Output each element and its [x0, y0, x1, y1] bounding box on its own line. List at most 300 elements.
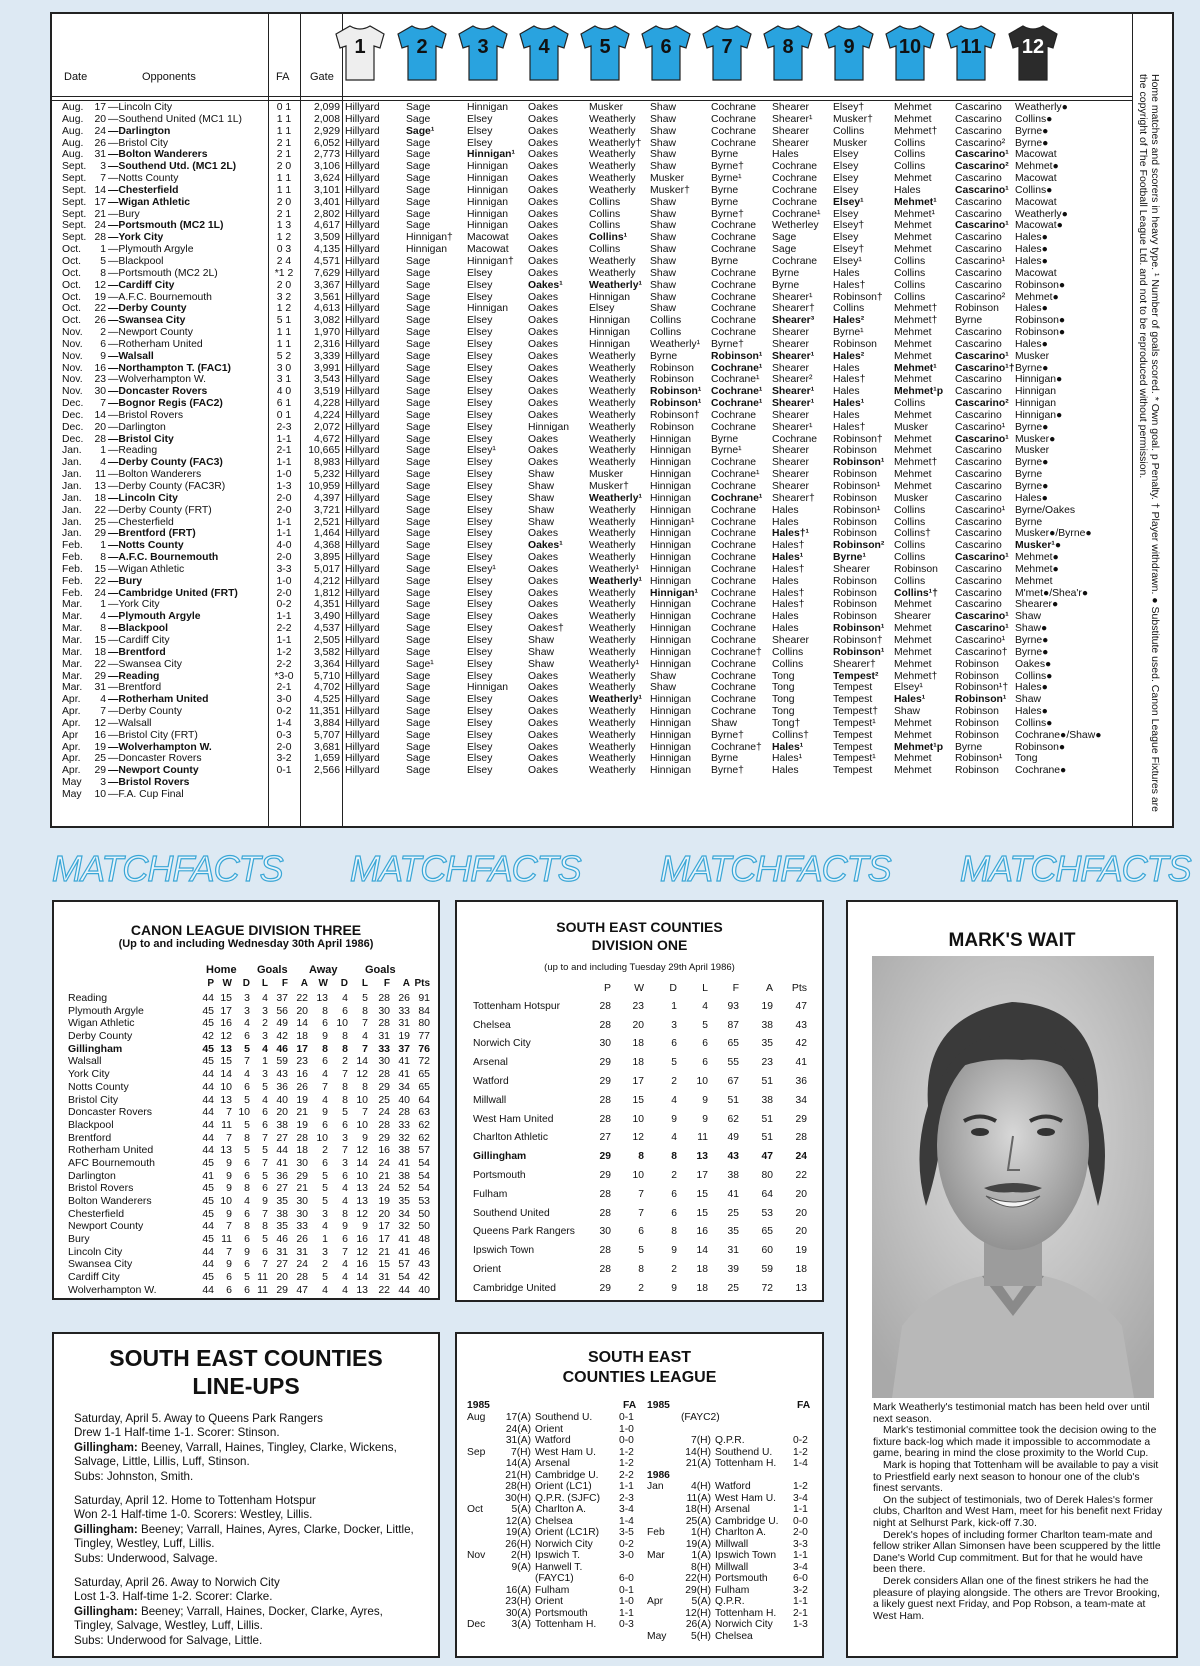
- row-player: Sage: [406, 540, 431, 552]
- row-month: Oct.: [62, 315, 82, 327]
- row-player: Elsey: [467, 279, 493, 291]
- row-opponent: —Wigan Athletic: [108, 196, 191, 208]
- row-player: Robinson: [833, 611, 877, 623]
- stat: 4: [342, 1182, 348, 1195]
- row-player: Elsey: [467, 670, 493, 682]
- shirt-11-icon: [945, 22, 997, 82]
- row-player: Elsey: [467, 552, 493, 564]
- stat: 7: [262, 1207, 268, 1220]
- stat: 28: [378, 992, 390, 1004]
- row-player: Sage: [406, 421, 431, 433]
- group-goals: Goals: [365, 964, 396, 976]
- row-player: Tempest: [833, 694, 873, 706]
- fixture-date: 5(H): [690, 1630, 711, 1642]
- row-day: 16: [94, 362, 106, 374]
- stat: 7: [638, 1207, 644, 1219]
- row-player: Cochrane: [711, 315, 757, 327]
- result-row: [52, 422, 1132, 434]
- division-three-table: [52, 900, 440, 1300]
- stat: 7: [262, 1258, 268, 1271]
- row-player: Oakes: [528, 125, 559, 137]
- row-player: Mehmet¹: [894, 362, 937, 374]
- stat: 8: [244, 1220, 250, 1233]
- row-player: Byrne†: [711, 208, 744, 220]
- row-fa: 3 2: [276, 291, 292, 303]
- row-player: Shearer¹: [772, 113, 813, 125]
- row-day: 1: [100, 445, 106, 457]
- row-player: Weatherly●: [1015, 208, 1068, 220]
- row-player: Sage: [406, 611, 431, 623]
- row-player: Elsey: [467, 409, 493, 421]
- row-player: Sage: [406, 433, 431, 445]
- stat: 6: [322, 1017, 328, 1030]
- row-player: Hales●: [1015, 232, 1048, 244]
- fixture-date: 28(H): [505, 1481, 531, 1492]
- row-player: Shearer¹: [772, 350, 815, 362]
- row-player: Hillyard: [345, 113, 380, 125]
- result-row: [52, 635, 1132, 647]
- row-player: Tempest: [833, 729, 873, 741]
- row-month: Mar.: [62, 611, 83, 623]
- row-day: 17: [94, 196, 106, 208]
- article-paragraph: Derek considers Allan one of the finest strikers he had the pleasure of playing alongside. The others are Trevor Brooking, a likely guest next Friday, and Pop Robson, a team-mate at West Ham.: [873, 1575, 1160, 1622]
- table-row: [54, 1195, 438, 1208]
- row-player: Sage: [406, 303, 431, 315]
- stat: 62: [727, 1113, 739, 1125]
- row-month: Jan.: [62, 516, 82, 528]
- fixture-date: 18(H): [685, 1504, 711, 1515]
- stat: 50: [418, 1207, 430, 1220]
- row-player: Shearer: [772, 362, 809, 374]
- row-player: Hales†: [772, 599, 805, 611]
- row-month: Oct.: [62, 279, 82, 291]
- row-player: Weatherly: [589, 398, 636, 410]
- row-player: Mehmet: [894, 469, 932, 481]
- stat: 7: [226, 1106, 232, 1119]
- fixture-row: [467, 1447, 645, 1459]
- team-name: Cambridge United: [473, 1282, 556, 1294]
- shirt-9-icon: [823, 22, 875, 82]
- stat: 6: [638, 1226, 644, 1238]
- team-name: Newport County: [68, 1220, 144, 1233]
- row-player: Cochrane: [711, 279, 757, 291]
- row-player: Hinnigan: [650, 469, 692, 481]
- row-day: 31: [94, 149, 106, 161]
- row-player: Cascarino: [955, 327, 1002, 339]
- row-player: Hillyard: [345, 457, 380, 469]
- row-day: 3: [100, 161, 106, 173]
- fixture-score: 3-4: [793, 1561, 808, 1573]
- row-player: Elsey: [467, 634, 493, 646]
- article-paragraph: Mark Weatherly's testimonial match has been held over until next season.: [873, 1402, 1150, 1425]
- stat: 26: [296, 1233, 308, 1246]
- stat: 32: [398, 1131, 410, 1144]
- row-player: Oakes: [528, 208, 559, 220]
- row-day: 26: [94, 315, 106, 327]
- stat: 40: [398, 1093, 410, 1106]
- result-row: [52, 256, 1132, 268]
- row-player: Elsey: [467, 765, 493, 777]
- table-row: [54, 1271, 438, 1284]
- row-player: Elsey: [833, 161, 859, 173]
- row-player: Mehmet: [894, 232, 932, 244]
- stat: 10: [238, 1106, 250, 1119]
- fixtures-right-header: [647, 1400, 819, 1423]
- stat: 6: [671, 1207, 677, 1219]
- fixture-date: 17(A): [505, 1412, 531, 1423]
- row-player: Weatherly: [589, 552, 636, 564]
- row-day: 4: [100, 694, 106, 706]
- row-player: Mehmet†: [894, 315, 938, 327]
- row-player: Hillyard: [345, 741, 380, 753]
- row-player: Mehmet¹p: [894, 741, 944, 753]
- row-player: Hillyard: [345, 528, 380, 540]
- row-player: Robinson: [955, 729, 999, 741]
- row-player: Shearer³: [772, 315, 815, 327]
- row-player: Cascarino: [955, 528, 1002, 540]
- stat: 24: [378, 1106, 390, 1119]
- team-name: Rotherham United: [68, 1144, 154, 1157]
- fixture-date: 25(A): [685, 1515, 711, 1527]
- row-gate: 3,543: [313, 374, 340, 386]
- row-fa: 1 3: [276, 220, 292, 232]
- row-player: Cochrane: [711, 658, 757, 670]
- header-gate: Gate: [310, 71, 334, 83]
- row-opponent: —Blackpool: [108, 255, 164, 267]
- stat: 51: [761, 1132, 773, 1144]
- row-player: Hinnigan: [650, 492, 692, 504]
- team-name: Lincoln City: [68, 1245, 123, 1258]
- row-day: 16: [94, 729, 106, 741]
- stat: 42: [202, 1030, 214, 1043]
- fixture-row: [467, 1562, 645, 1574]
- row-player: Robinson¹†: [955, 682, 1009, 694]
- stat: 10: [356, 1118, 368, 1131]
- fixture-score: 2-3: [619, 1492, 634, 1504]
- cup-label: (FAYC2): [681, 1411, 720, 1423]
- row-player: Sage: [406, 694, 431, 706]
- grid-divider: [52, 96, 1132, 97]
- stat: 10: [356, 1169, 368, 1182]
- result-row: [52, 517, 1132, 529]
- stat: 41: [398, 1233, 410, 1246]
- row-player: Oakes: [528, 161, 559, 173]
- result-row: [52, 149, 1132, 161]
- stat: 23: [761, 1057, 773, 1069]
- row-gate: 5,710: [313, 670, 340, 682]
- row-player: Oakes: [528, 563, 559, 575]
- row-player: Elsey: [467, 362, 493, 374]
- row-month: Sept.: [62, 196, 87, 208]
- stat: 41: [398, 1245, 410, 1258]
- row-player: Mehmet¹p: [894, 386, 944, 398]
- stat: 6: [342, 1118, 348, 1131]
- row-day: 1: [100, 540, 106, 552]
- stat: 12: [356, 1245, 368, 1258]
- stat: 44: [202, 1106, 214, 1119]
- row-player: Shearer: [833, 563, 870, 575]
- fixture-row: [467, 1470, 645, 1482]
- fixture-opponent: Chelsea: [535, 1515, 573, 1527]
- fixture-date: 7(H): [690, 1435, 711, 1446]
- stat: 7: [362, 1106, 368, 1119]
- stat: 2: [342, 1055, 348, 1068]
- table-row: [457, 998, 822, 1017]
- stat: 43: [727, 1151, 739, 1163]
- fixture-month: Apr: [647, 1596, 664, 1607]
- row-player: Mehmet: [894, 113, 932, 125]
- stat: 6: [342, 1233, 348, 1246]
- row-player: Sage: [406, 267, 431, 279]
- stat: 59: [276, 1055, 288, 1068]
- fixture-score: 3-0: [619, 1550, 634, 1561]
- row-player: Cascarino: [955, 409, 1002, 421]
- row-player: Mehmet: [894, 374, 932, 386]
- row-player: Sage: [406, 765, 431, 777]
- row-player: Musker: [833, 137, 868, 149]
- row-player: Collins: [894, 137, 926, 149]
- table-row: [54, 1144, 438, 1157]
- stat: 4: [262, 1093, 268, 1106]
- stat: 22: [795, 1169, 807, 1181]
- stat: 6: [244, 1258, 250, 1271]
- row-fa: 1-0: [276, 575, 292, 587]
- row-gate: 5,017: [313, 563, 340, 575]
- result-row: [52, 102, 1132, 114]
- fixture-score: 3-4: [793, 1492, 808, 1504]
- column-label: D: [340, 978, 348, 989]
- row-player: Cascarino: [955, 232, 1002, 244]
- row-player: Elsey: [467, 741, 493, 753]
- stat: 5: [244, 1093, 250, 1106]
- row-month: Apr.: [62, 706, 81, 718]
- row-player: Cochrane: [711, 694, 757, 706]
- stat: 6: [702, 1038, 708, 1050]
- row-player: Macowat: [1015, 196, 1057, 208]
- stat: 51: [761, 1113, 773, 1125]
- row-player: Byrne●: [1015, 481, 1049, 492]
- row-player: Byrne: [1015, 516, 1043, 528]
- row-day: 15: [94, 634, 106, 646]
- row-player: Hinnigan: [589, 327, 631, 339]
- row-player: Shearer●: [1015, 599, 1059, 611]
- row-player: Byrne●: [1015, 125, 1049, 137]
- row-player: Hales†: [772, 563, 805, 575]
- fixture-opponent: Q.P.R.: [715, 1596, 745, 1607]
- row-player: Hales: [772, 504, 799, 516]
- row-player: Weatherly: [589, 161, 636, 173]
- stat: 23: [296, 1055, 308, 1068]
- row-player: Elsey¹: [833, 255, 862, 267]
- row-player: Oakes: [528, 611, 559, 623]
- stat: 13: [220, 1144, 232, 1157]
- row-player: Shearer: [772, 409, 809, 421]
- stat: 9: [226, 1169, 232, 1182]
- row-player: Collins●: [1015, 717, 1053, 729]
- article-paragraph: Mark's testimonial committee took the decision owing to the fixture back-log which made it impossible to accommodate a game, bearing in mind the close proximity to the World Cup.: [873, 1425, 1157, 1460]
- stat: 32: [398, 1220, 410, 1233]
- row-player: Hales●: [1015, 682, 1048, 694]
- stat: 17: [296, 1042, 308, 1055]
- fixture-opponent: Q.P.R.: [715, 1435, 745, 1446]
- stat: 34: [795, 1094, 807, 1106]
- column-label: L: [361, 978, 368, 989]
- stat: 5: [262, 1169, 268, 1182]
- fixture-row: [647, 1516, 819, 1528]
- player-photo: [872, 956, 1154, 1398]
- article-paragraph: Derek's hopes of including former Charlton team-mate and fellow striker Allan Simonsen have been scuppered by the little Dane's World Cup commitment. But for that he would have been there.: [873, 1529, 1161, 1576]
- column-header: [54, 978, 438, 992]
- row-fa: 2-0: [276, 552, 292, 564]
- row-month: Mar.: [62, 634, 83, 646]
- stat: 42: [276, 1030, 288, 1043]
- row-opponent: —Rotherham United: [108, 694, 209, 706]
- stat: 29: [296, 1169, 308, 1182]
- result-row: [52, 398, 1132, 410]
- row-player: Collins: [894, 504, 926, 516]
- stat: 4: [322, 1283, 328, 1296]
- result-row: [52, 777, 1132, 789]
- row-player: Shaw: [650, 267, 676, 279]
- fixture-score: 3-3: [793, 1538, 808, 1550]
- fixture-score: 1-1: [619, 1607, 634, 1619]
- row-player: Sage: [406, 386, 431, 398]
- row-player: Elsey: [467, 516, 493, 528]
- row-day: 29: [94, 765, 106, 777]
- row-opponent: —Chesterfield: [108, 184, 179, 196]
- fixture-date: 8(H): [690, 1561, 711, 1573]
- stat: 6: [322, 1118, 328, 1131]
- fixture-opponent: Southend U.: [715, 1446, 773, 1458]
- stat: 4: [322, 1068, 328, 1081]
- row-player: Hillyard: [345, 682, 380, 694]
- stat: 11: [257, 1271, 268, 1284]
- stat: 4: [244, 1068, 250, 1081]
- fixture-month: Nov: [467, 1550, 486, 1561]
- row-day: 7: [100, 706, 106, 718]
- row-player: Hillyard: [345, 646, 380, 658]
- fixture-opponent: Watford: [535, 1435, 571, 1446]
- fixture-opponent: Cambridge U.: [715, 1515, 779, 1527]
- stat: 65: [761, 1226, 773, 1238]
- stat: 7: [262, 1156, 268, 1169]
- row-fa: 1-4: [276, 717, 292, 729]
- stat: 20: [632, 1019, 644, 1031]
- row-player: Musker†: [650, 184, 690, 196]
- row-player: Hinnigan: [650, 706, 692, 718]
- row-player: Cochrane: [711, 528, 757, 540]
- row-player: Cochrane: [711, 327, 757, 339]
- row-player: Tempest¹: [833, 753, 876, 765]
- matchfacts-logo: MATCHFACTS: [960, 848, 1191, 889]
- row-player: Elsey: [467, 611, 493, 623]
- row-player: Cascarino¹: [955, 504, 1006, 516]
- row-opponent: —F.A. Cup Final: [108, 788, 184, 800]
- fixture-row: [467, 1596, 645, 1608]
- stat: 17: [378, 1233, 390, 1246]
- shirt-8-icon: [762, 22, 814, 82]
- row-player: Mehmet¹: [894, 208, 935, 220]
- stat: 9: [226, 1258, 232, 1271]
- stat: 38: [727, 1169, 739, 1181]
- column-label: Pts: [791, 982, 807, 994]
- row-gate: 3,367: [313, 279, 340, 291]
- fixture-date: 1(H): [690, 1527, 711, 1538]
- row-fa: 2 0: [276, 161, 292, 173]
- header-fa: FA: [276, 71, 290, 83]
- row-player: Collins: [894, 398, 926, 410]
- row-month: Apr.: [62, 765, 81, 777]
- stat: 22: [378, 1283, 390, 1296]
- row-player: Hillyard: [345, 232, 380, 244]
- row-opponent: —Southend United (MC1 1L): [108, 113, 242, 125]
- stat: 59: [761, 1263, 773, 1275]
- result-row: [52, 161, 1132, 173]
- row-player: Shaw: [711, 717, 737, 729]
- row-opponent: —Northampton T. (FAC1): [108, 362, 231, 374]
- row-player: Shaw: [650, 303, 676, 315]
- row-player: Collins: [772, 658, 804, 670]
- stat: 5: [342, 1106, 348, 1119]
- stat: 6: [244, 1169, 250, 1182]
- row-fa: 6 1: [276, 398, 292, 410]
- row-player: Shearer†: [833, 658, 876, 670]
- row-fa: 2-0: [276, 587, 292, 599]
- row-player: Mehmet: [894, 327, 932, 339]
- team-name: West Ham United: [473, 1113, 554, 1125]
- row-player: Hillyard: [345, 481, 380, 492]
- row-player: Oakes: [528, 528, 559, 540]
- fixture-opponent: Orient (LC1R): [535, 1527, 600, 1538]
- row-player: Musker: [1015, 350, 1050, 362]
- stat: 5: [262, 1233, 268, 1246]
- row-player: Oakes†: [528, 623, 564, 635]
- row-player: Hillyard: [345, 670, 380, 682]
- row-player: Elsey: [467, 291, 493, 303]
- row-player: Shearer: [772, 469, 809, 481]
- row-player: Cochrane: [711, 137, 757, 149]
- table-row: [54, 992, 438, 1005]
- stat: 7: [226, 1131, 232, 1144]
- row-player: Byrne†: [711, 765, 744, 777]
- team-name: Watford: [473, 1075, 509, 1087]
- row-opponent: —A.F.C. Bournemouth: [108, 552, 219, 564]
- row-player: Cascarino¹†: [955, 362, 1015, 374]
- result-row: [52, 244, 1132, 256]
- stat: 11: [697, 1132, 708, 1144]
- row-fa: *3-0: [274, 670, 294, 682]
- row-player: Collins: [894, 540, 926, 552]
- row-player: Shaw●: [1015, 623, 1048, 635]
- row-day: 25: [94, 753, 106, 765]
- row-player: Elsey: [467, 717, 493, 729]
- row-gate: 4,224: [313, 409, 340, 421]
- result-row: [52, 209, 1132, 221]
- row-day: 13: [94, 481, 106, 492]
- row-gate: 4,135: [313, 244, 340, 256]
- stat: 11: [221, 1233, 232, 1246]
- row-player: Cascarino: [955, 599, 1002, 611]
- row-player: Elsey: [467, 433, 493, 445]
- row-player: Shearer: [772, 338, 809, 350]
- row-player: Cascarino: [955, 492, 1002, 504]
- row-player: Cascarino: [955, 173, 1002, 185]
- row-gate: 4,228: [313, 398, 340, 410]
- row-player: Robinson†: [833, 634, 883, 646]
- stat: 10: [336, 1017, 348, 1030]
- row-player: Tempest: [833, 741, 873, 753]
- row-player: Musker●: [1015, 433, 1056, 445]
